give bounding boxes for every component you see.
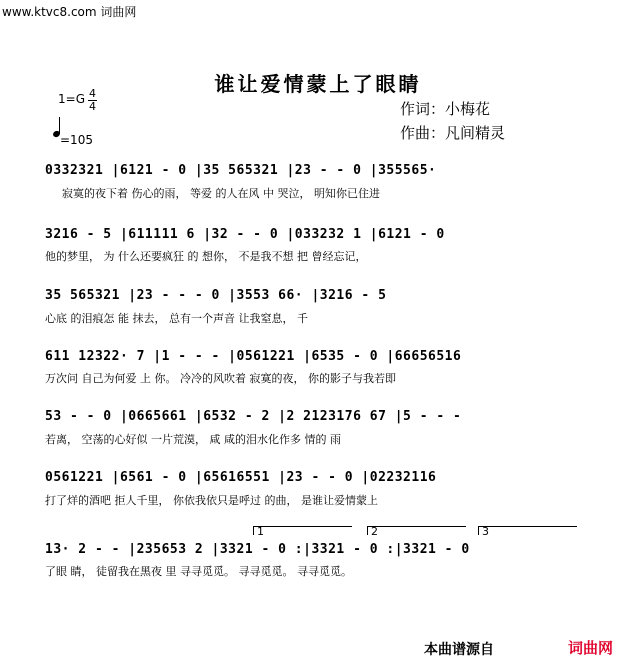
lyrics-row: 了眼 睛， 徒留我在黑夜 里 寻寻觅觅。 寻寻觅觅。 寻寻觅觅。 <box>45 565 352 578</box>
volta-bracket: 3 <box>478 526 577 535</box>
lyrics-row: 他的梦里， 为 什么还要疯狂 的 想你， 不是我不想 把 曾经忘记， <box>45 250 367 263</box>
notation-row: 3216 - 5 |611111 6 |32 - - 0 |033232 1 |6121 - 0 <box>45 227 445 242</box>
notation-row: 0332321 |6121 - 0 |35 565321 |23 - - 0 |355565· <box>45 163 437 178</box>
tempo-marking: =105 <box>60 133 93 147</box>
time-signature <box>88 88 97 113</box>
footer-source: 本曲谱源自 <box>424 642 494 658</box>
notation-row: 0561221 |6561 - 0 |65616551 |23 - - 0 |02232116 <box>45 470 437 485</box>
volta-bracket: 1 <box>253 526 352 535</box>
time-signature-bottom: 4 <box>89 100 96 113</box>
composer-credit: 作曲：凡间精灵 <box>400 124 506 142</box>
site-url: www.ktvc8.com 词曲网 <box>2 5 137 19</box>
lyrics-row: 万次问 自己为何爱 上 你。 冷冷的风吹着 寂寞的夜， 你的影子与我若即 <box>45 372 396 385</box>
lyrics-row: 若离， 空荡的心好似 一片荒漠， 咸 咸的泪水化作多 情的 雨 <box>45 433 341 446</box>
notation-row: 35 565321 |23 - - - 0 |3553 66· |3216 - 5 <box>45 288 387 303</box>
notation-row: 13· 2 - - |235653 2 |3321 - 0 :|3321 - 0 :|3321 - 0 <box>45 542 470 557</box>
lyrics-row: 心底 的泪痕怎 能 抹去， 总有一个声音 让我窒息， 千 <box>45 312 308 325</box>
footer-logo[interactable]: 词曲网 <box>568 639 614 657</box>
volta-bracket: 2 <box>367 526 466 535</box>
lyrics-row: 寂寞的夜下着 伤心的雨， 等爱 的人在风 中 哭泣， 明知你已住进 <box>62 187 380 200</box>
lyrics-row: 打了烊的酒吧 拒人千里， 你依我依只是呼过 的曲， 是谁让爱情蒙上 <box>45 494 378 507</box>
notation-row: 53 - - 0 |0665661 |6532 - 2 |2 2123176 67 |5 - - - <box>45 409 462 424</box>
key-signature: 1=G <box>58 92 85 106</box>
time-signature-top: 4 <box>89 87 96 100</box>
song-title: 谁让爱情蒙上了眼睛 <box>214 72 422 96</box>
lyricist-credit: 作词：小梅花 <box>400 100 491 118</box>
notation-row: 611 12322· 7 |1 - - - |0561221 |6535 - 0 |66656516 <box>45 349 462 364</box>
